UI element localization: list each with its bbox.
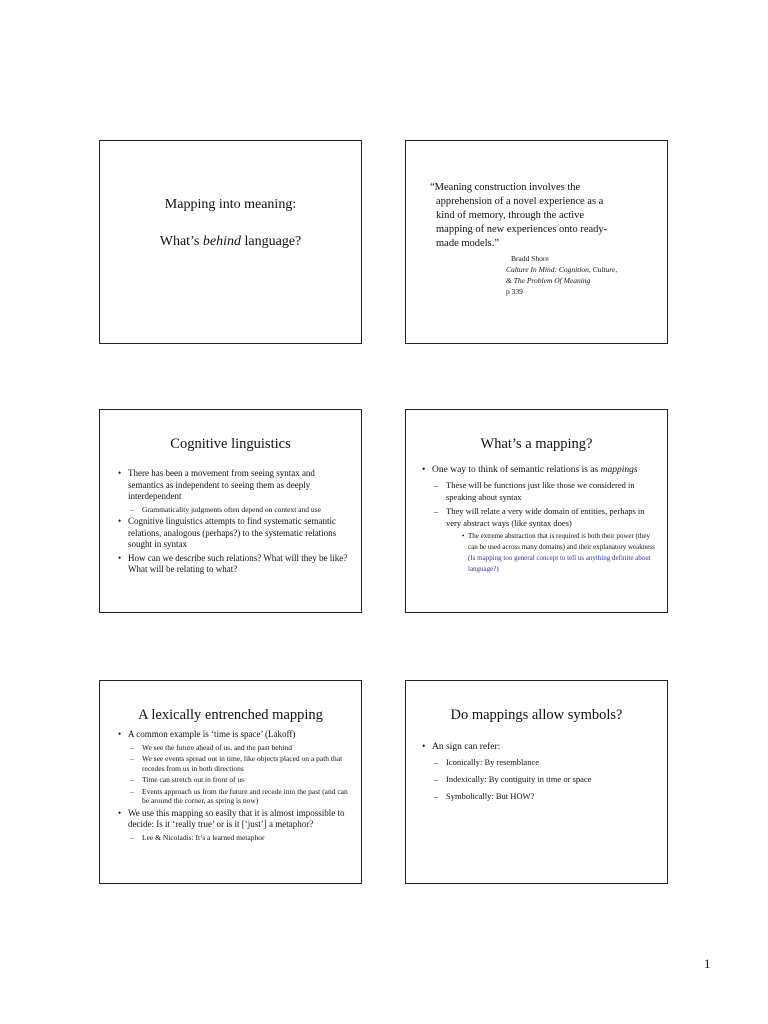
page-number: 1 — [704, 956, 711, 971]
sub-bullet-item: – Events approach us from the future and recede into the past (and can be around the corner, as spring is now) — [116, 787, 349, 806]
citation-page: p 339 — [506, 287, 523, 296]
sub-bullet-item: – Grammaticality judgments often depend on context and use — [116, 505, 349, 515]
sub-sub-bullet-item — [420, 531, 655, 575]
bullet-list — [116, 729, 349, 844]
sub-bullet-item: – Lee & Nicoladis: It’s a learned metaphor — [116, 833, 349, 843]
sub-bullet-item: – We see the future ahead of us, and the past behind — [116, 743, 349, 753]
slide-title-card — [99, 140, 362, 344]
sub-bullet-item: – We see events spread out in time, like objects placed on a path that recedes from us in both directions — [116, 754, 349, 773]
slide-mappings-symbols — [405, 680, 668, 884]
title-line2-pre: What’s — [159, 234, 203, 249]
bullet-item: • We use this mapping so easily that it is almost impossible to decide: Is it ‘really true’ or is it [‘just’] a metaphor? — [116, 808, 349, 831]
bullet-list — [116, 468, 349, 578]
bullet-highlight: (Is mapping too general concept to tell us anything definite about language?) — [468, 553, 651, 573]
bullet-item: • A common example is ‘time is space’ (Lakoff) — [116, 729, 349, 741]
slide-lexically-entrenched-mapping — [99, 680, 362, 884]
bullet-item: • An sign can refer: — [420, 741, 655, 754]
bullet-item: • There has been a movement from seeing syntax and semantics as independent to seeing them as deeply interdependent — [116, 468, 349, 503]
slide-title-line1: Mapping into meaning: — [164, 197, 297, 212]
title-line2-post: language? — [241, 234, 302, 249]
bullet-text: One way to think of semantic relations is as — [432, 465, 601, 475]
quote-line: mapping of new experiences onto ready- — [436, 224, 608, 235]
bullet-emphasis: mappings — [600, 465, 638, 475]
citation-author: Bradd Shore — [511, 254, 549, 263]
quote-line: kind of memory, through the active — [436, 210, 585, 221]
quote-line: made models.” — [436, 238, 499, 249]
citation-book-line1: Culture In Mind: Cognition, Culture, — [506, 265, 618, 274]
quote-text — [430, 181, 652, 251]
sub-bullet-item: – Time can stretch out in front of us — [116, 775, 349, 785]
slide-title: Do mappings allow symbols? — [450, 707, 623, 723]
slide-whats-a-mapping — [405, 409, 668, 613]
bullet-item — [420, 464, 655, 477]
slide-quote — [405, 140, 668, 344]
bullet-list — [420, 741, 655, 807]
quote-line: “Meaning construction involves the — [430, 182, 581, 193]
bullet-text: The extreme abstraction that is required is both their power (they can be used across many domains) and their explanatory weakness — [468, 531, 655, 551]
slide-title: What’s a mapping? — [480, 436, 593, 452]
bullet-item: • Cognitive linguistics attempts to find systematic semantic relations, analogous (perhaps?) to the systematic relations sought in syntax — [116, 516, 349, 551]
bullet-list — [420, 464, 655, 575]
slide-title: Cognitive linguistics — [170, 436, 291, 452]
slide-cognitive-linguistics — [99, 409, 362, 613]
sub-bullet-item: – These will be functions just like those we considered in speaking about syntax — [420, 479, 655, 503]
quote-citation — [506, 253, 617, 297]
citation-book-line2: & The Problem Of Meaning — [506, 276, 591, 285]
sub-bullet-item: – Symbolically: But HOW? — [420, 790, 655, 802]
quote-line: apprehension of a novel experience as a — [436, 196, 604, 207]
sub-bullet-item: – Iconically: By resemblance — [420, 756, 655, 768]
title-line2-em: behind — [202, 234, 241, 249]
bullet-item: • How can we describe such relations? What will they be like? What will be relating to what? — [116, 553, 349, 576]
sub-bullet-item: – They will relate a very wide domain of entities, perhaps in very abstract ways (like syntax does) — [420, 505, 655, 529]
slide-title: A lexically entrenched mapping — [138, 707, 323, 723]
slide-title-line2 — [100, 234, 361, 250]
sub-bullet-item: – Indexically: By contiguity in time or space — [420, 773, 655, 785]
